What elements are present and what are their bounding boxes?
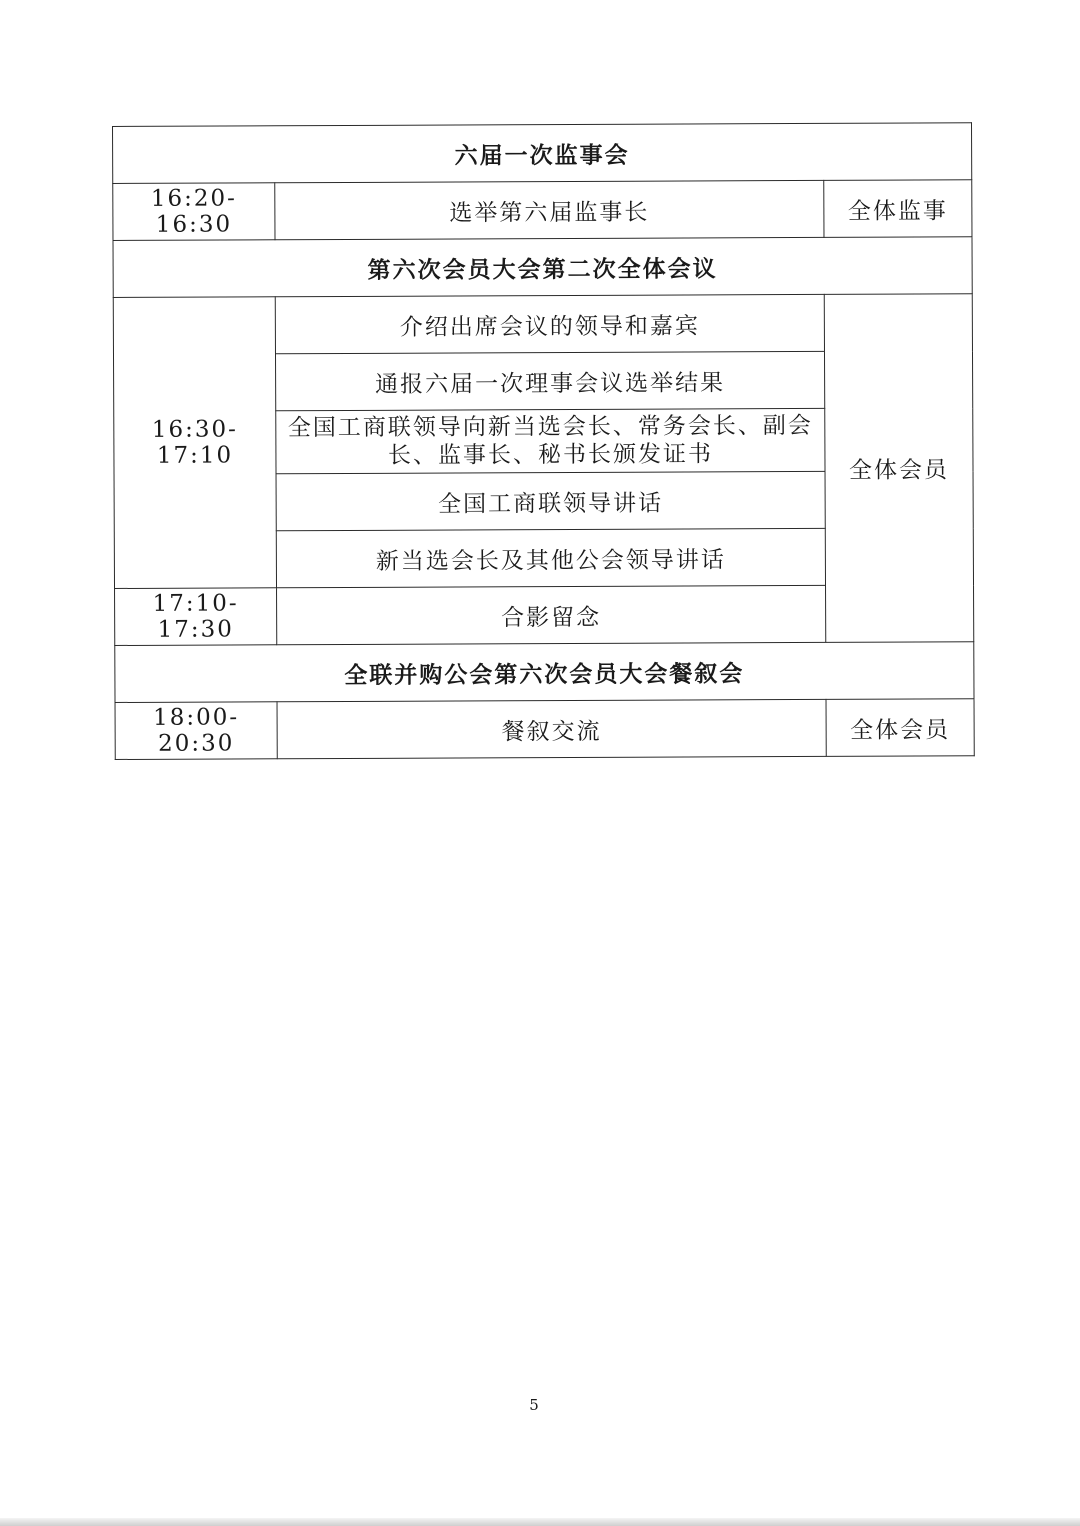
page-edge [0,1518,1080,1526]
content-cell: 新当选会长及其他公会领导讲话 [276,528,825,587]
time-cell: 16:20-16:30 [113,183,275,241]
content-cell: 餐叙交流 [277,699,826,758]
time-cell: 17:10-17:30 [115,588,277,646]
table-row [113,180,972,241]
time-cell: 18:00-20:30 [115,702,277,760]
content-cell: 合影留念 [277,585,826,644]
table-row [113,294,972,355]
content-cell: 选举第六届监事长 [275,180,824,239]
participants-cell: 全体会员 [826,699,974,757]
content-cell: 通报六届一次理事会议选举结果 [275,351,824,410]
section-title: 全联并购公会第六次会员大会餐叙会 [115,642,974,703]
content-cell: 介绍出席会议的领导和嘉宾 [275,294,824,353]
page-number: 5 [529,1396,539,1414]
section-title: 六届一次监事会 [113,123,972,184]
agenda-table [112,122,975,760]
time-cell: 16:30-17:10 [113,297,276,589]
table-row [115,699,974,760]
content-cell: 全国工商联领导向新当选会长、常务会长、副会长、监事长、秘书长颁发证书 [276,408,825,473]
participants-cell: 全体会员 [824,294,974,643]
content-cell: 全国工商联领导讲话 [276,471,825,530]
section-title: 第六次会员大会第二次全体会议 [113,237,972,298]
participants-cell: 全体监事 [824,180,972,238]
